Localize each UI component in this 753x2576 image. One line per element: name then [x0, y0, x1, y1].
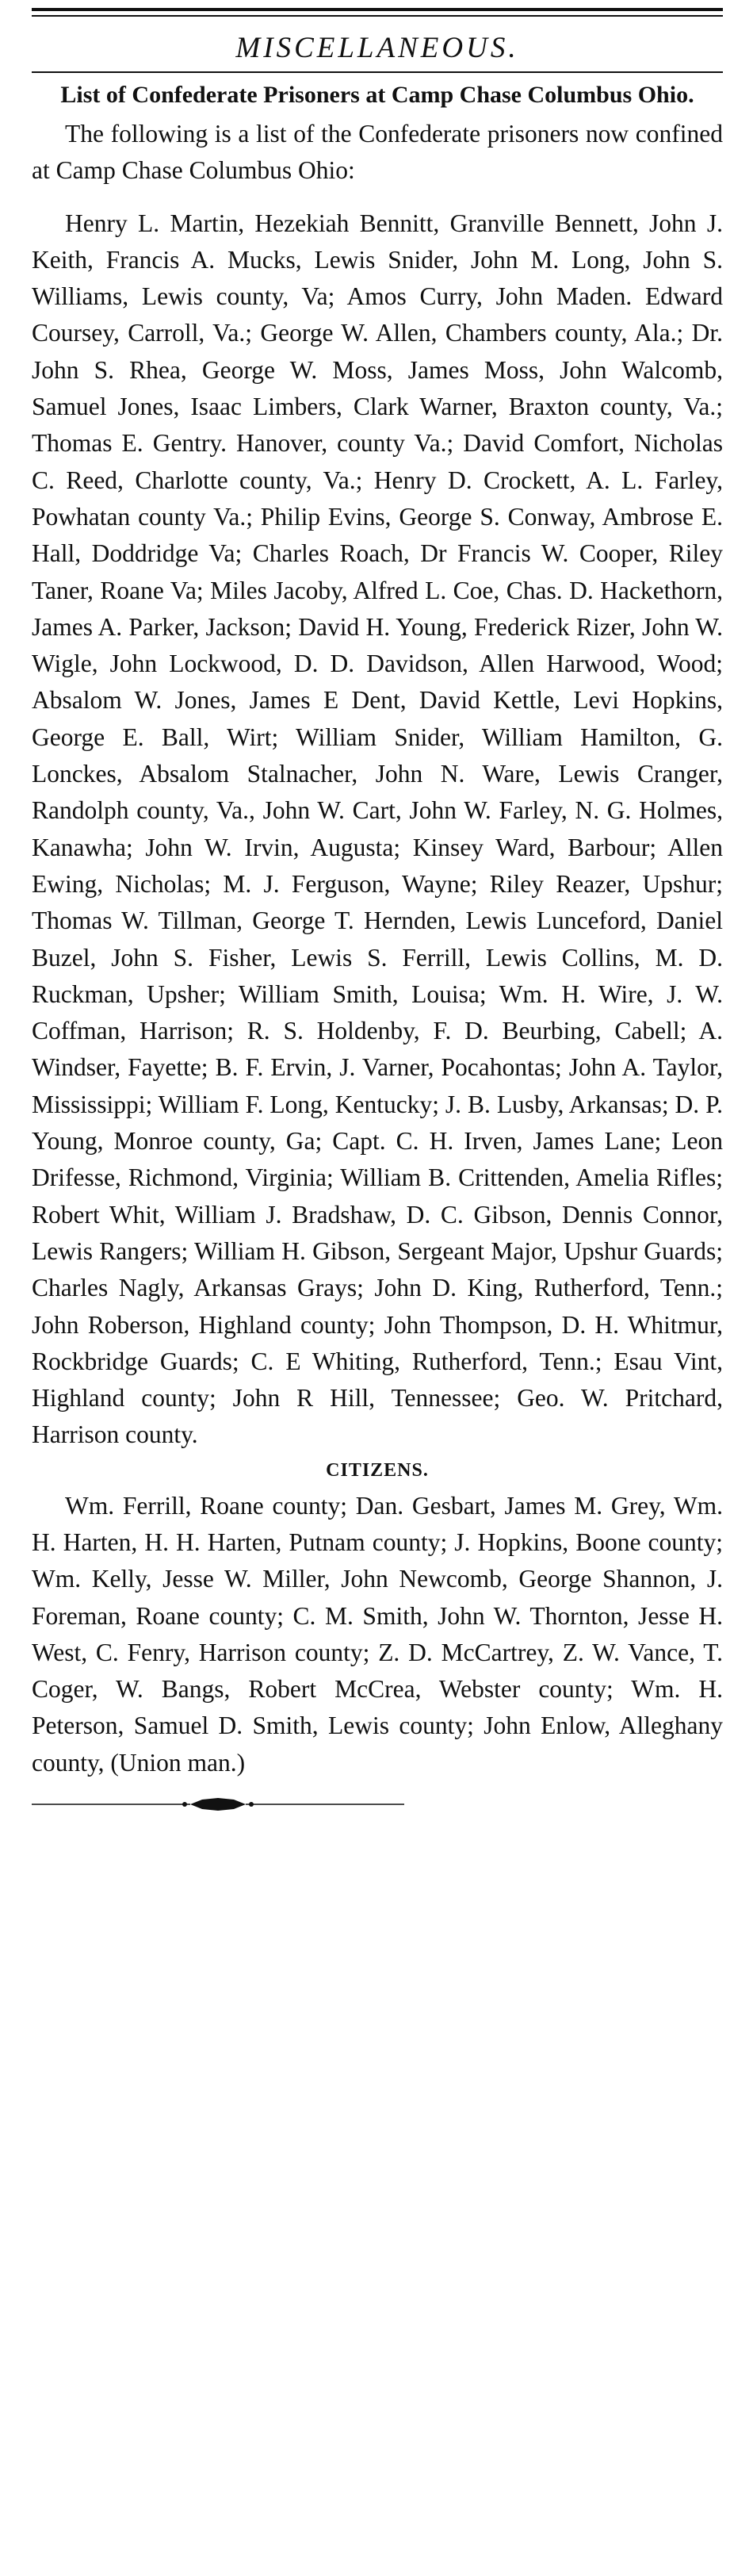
top-rule-thick: [32, 8, 723, 11]
prisoners-list-paragraph: Henry L. Martin, Hezekiah Bennitt, Granville Bennett, John J. Keith, Francis A. Mucks, Lewis Snider, John M. Long, John S. Williams, Lewis county, Va; Amos Curry, John Maden. Edward Coursey, Carroll, Va.; George W. Allen, Chambers county, Ala.; Dr. John S. Rhea, George W. Moss, James Moss, John Walcomb, Samuel Jones, Isaac Limbers, Clark Warner, Braxton county, Va.; Thomas E. Gentry. Hanover, county Va.; David Comfort, Nicholas C. Reed, Charlotte county, Va.; Henry D. Crockett, A. L. Farley, Powhatan county Va.; Philip Evins, George S. Conway, Ambrose E. Hall, Doddridge Va; Charles Roach, Dr Francis W. Cooper, Riley Taner, Roane Va; Miles Jacoby, Alfred L. Coe, Chas. D. Hackethorn, James A. Parker, Jackson; David H. Young, Frederick Rizer, John W. Wigle, John Lockwood, D. D. Davidson, Allen Harwood, Wood; Absalom W. Jones, James E Dent, David Kettle, Levi Hopkins, George E. Ball, Wirt; William Snider, William Hamilton, G. Lonckes, Absalom Stalnacher, John N. Ware, Lewis Cranger, Randolph county, Va., John W. Cart, John W. Farley, N. G. Holmes, Kanawha; John W. Irvin, Augusta; Kinsey Ward, Barbour; Allen Ewing, Nicholas; M. J. Ferguson, Wayne; Riley Reazer, Upshur; Thomas W. Tillman, George T. Hernden, Lewis Lunceford, Daniel Buzel, John S. Fisher, Lewis S. Ferrill, Lewis Collins, M. D. Ruckman, Upsher; William Smith, Louisa; Wm. H. Wire, J. W. Coffman, Harrison; R. S. Holdenby, F. D. Beurbing, Cabell; A. Windser, Fayette; B. F. Ervin, J. Varner, Pocahontas; John A. Taylor, Mississippi; William F. Long, Kentucky; J. B. Lusby, Arkansas; D. P. Young, Monroe county, Ga; Capt. C. H. Irven, James Lane; Leon Drifesse, Richmond, Virginia; William B. Crittenden, Amelia Rifles; Robert Whit, William J. Bradshaw, D. C. Gibson, Dennis Connor, Lewis Rangers; William H. Gibson, Sergeant Major, Upshur Guards; Charles Nagly, Arkansas Grays; John D. King, Rutherford, Tenn.; John Roberson, Highland county; John Thompson, D. H. Whitmur, Rockbridge Guards; C. E Whiting, Rutherford, Tenn.; Esau Vint, Highland county; John R Hill, Tennessee; Geo. W. Pritchard, Harrison county.: [32, 209, 723, 1449]
section-heading: MISCELLANEOUS.: [235, 32, 519, 64]
newspaper-column: [0, 8, 753, 2576]
article-title: List of Confederate Prisoners at Camp Chase Columbus Ohio.: [60, 82, 694, 108]
intro-paragraph: The following is a list of the Confederate prisoners now confined at Camp Chase Columbus Ohio:: [32, 120, 723, 185]
heading-rule: [32, 71, 723, 73]
ornamental-rule-icon: [32, 1796, 404, 1813]
citizens-heading: CITIZENS.: [326, 1459, 429, 1481]
top-rule-thin: [32, 15, 723, 17]
citizens-list-paragraph: Wm. Ferrill, Roane county; Dan. Gesbart, James M. Grey, Wm. H. Harten, H. H. Harten, Putnam county; J. Hopkins, Boone county; Wm. Kelly, Jesse W. Miller, John Newcomb, George Shannon, J. Foreman, Roane county; C. M. Smith, John W. Thornton, Jesse H. West, C. Fenry, Harrison county; Z. D. McCartrey, Z. W. Vance, T. Coger, W. Bangs, Robert McCrea, Webster county; Wm. H. Peterson, Samuel D. Smith, Lewis county; John Enlow, Alleghany county, (Union man.): [32, 1491, 723, 1777]
